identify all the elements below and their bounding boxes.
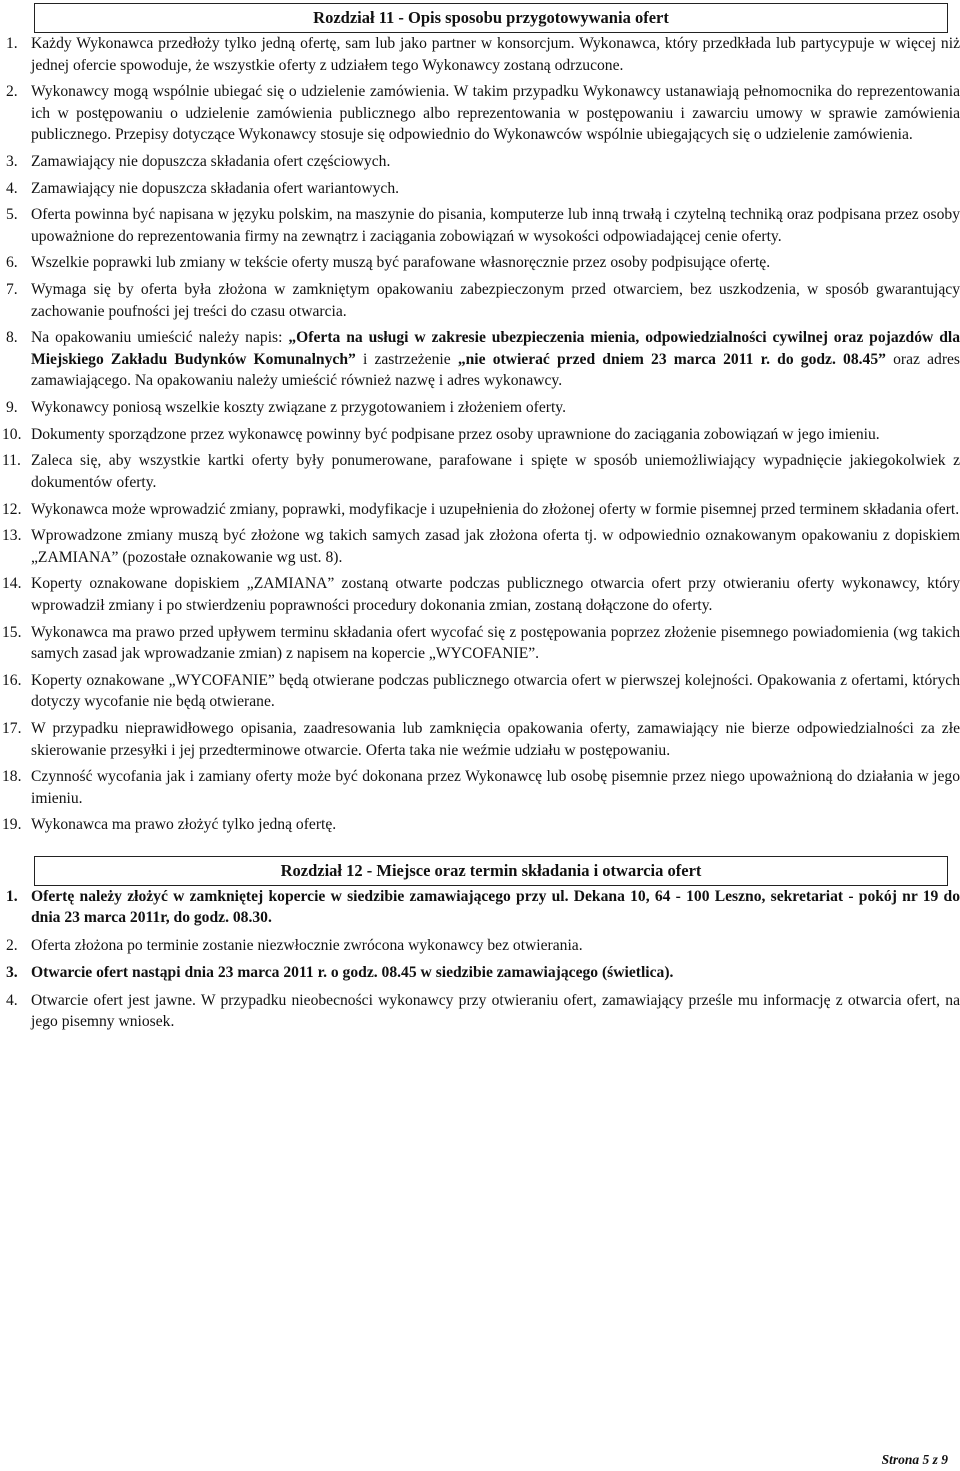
item-text: Wszelkie poprawki lub zmiany w tekście oferty muszą być parafowane własnoręcznie przez osoby podpisujące ofertę. [31, 254, 771, 272]
item-number: 4. [6, 991, 18, 1009]
list-item [0, 962, 960, 984]
list-item [0, 397, 960, 419]
item-text-lead: Na opakowaniu umieścić należy napis: [31, 329, 289, 347]
list-item [0, 279, 960, 322]
list-item [0, 814, 960, 836]
item-number: 14. [2, 575, 22, 593]
item-text: Wymaga się by oferta była złożona w zamkniętym opakowaniu zabezpieczonym przed otwarciem, bez uszkodzenia, w sposób gwarantujący zachowanie poufności jej treści do czasu otwarcia. [31, 281, 960, 320]
list-item [0, 252, 960, 274]
item-number: 7. [6, 281, 18, 299]
section-12-header: Rozdział 12 - Miejsce oraz termin składania i otwarcia ofert [34, 856, 948, 886]
envelope-label-text: „Oferta na usługi w zakresie ubezpieczenia mienia, odpowiedzialności cywilnej oraz pojazdów dla Miejskiego Zakładu Budynków Komunalnych” [31, 329, 960, 368]
list-item [0, 670, 960, 713]
list-item [0, 718, 960, 761]
item-number: 8. [6, 329, 18, 347]
item-text: Dokumenty sporządzone przez wykonawcę powinny być podpisane przez osoby uprawnione do zaciągania zobowiązań w jego imieniu. [31, 425, 880, 443]
item-text: Zaleca się, aby wszystkie kartki oferty były ponumerowane, parafowane i spięte w sposób uniemożliwiający wypadnięcie jakiegokolwiek z dokumentów oferty. [31, 452, 960, 491]
item-text-tail: oraz adres zamawiającego. Na opakowaniu należy umieścić również nazwę i adres wykonawcy. [31, 350, 960, 390]
list-item [0, 450, 960, 493]
item-number: 11. [2, 452, 21, 470]
list-item [0, 886, 960, 929]
list-item [0, 204, 960, 247]
item-text-mid: i zastrzeżenie [355, 350, 458, 368]
item-number: 2. [6, 83, 18, 101]
item-number: 1. [6, 35, 18, 52]
item-text: Koperty oznakowane „WYCOFANIE” będą otwierane podczas publicznego otwarcia ofert w pierwszej kolejności. Opakowania z ofertami, których dotyczy wycofanie nie będą otwierane. [31, 671, 960, 711]
item-text: Każdy Wykonawca przedłoży tylko jedną ofertę, sam lub jako partner w konsorcjum. Wykonawca, który przedkłada lub partycypuje w więcej niż jednej ofercie spowoduje, że wszystkie oferty z udziałem tego Wykonawcy zostaną odrzucone. [31, 35, 960, 74]
item-text: Zamawiający nie dopuszcza składania ofert wariantowych. [31, 179, 400, 197]
list-item [0, 622, 960, 665]
item-number: 15. [2, 623, 22, 641]
item-text: Wykonawca ma prawo przed upływem terminu składania ofert wycofać się z postępowania poprzez złożenie pisemnego powiadomienia (wg takich samych zasad jak wprowadzanie zmian) z napisem na kopercie „WYCOFANIE”. [31, 623, 960, 663]
item-text: Koperty oznakowane dopiskiem „ZAMIANA” zostaną otwarte podczas publicznego otwarcia ofert przy otwieraniu oferty wykonawcy, który wprowadził zmiany i po stwierdzeniu poprawności procedury dokonania zmian, zostaną dołączone do oferty. [31, 575, 960, 614]
item-text: Czynność wycofania jak i zamiany oferty może być dokonana przez Wykonawcę lub osobę pisemnie przez niego upoważnioną do działania w jego imieniu. [31, 768, 960, 807]
item-text: Wykonawca może wprowadzić zmiany, poprawki, modyfikacje i uzupełnienia do złożonej oferty w formie pisemnej przed terminem składania ofert. [31, 500, 960, 518]
item-number: 9. [6, 399, 18, 416]
list-item [0, 990, 960, 1033]
item-number: 4. [6, 179, 18, 197]
item-text: W przypadku nieprawidłowego opisania, zaadresowania lub zamknięcia opakowania oferty, zamawiający nie bierze odpowiedzialności za złe skierowanie przesyłki i jej przedterminowe otwarcie. Oferta taka nie weźmie udziału w postępowaniu. [31, 720, 960, 759]
item-text: Wprowadzone zmiany muszą być złożone wg takich samych zasad jak złożona oferta tj. w odpowiednio oznakowanym opakowaniu z dopiskiem „ZAMIANA” (pozostałe oznakowanie wg ust. 8). [31, 527, 960, 566]
list-item [0, 573, 960, 616]
list-item [0, 81, 960, 146]
list-item [0, 327, 960, 392]
item-text: Otwarcie ofert nastąpi dnia 23 marca 2011 r. o godz. 08.45 w siedzibie zamawiającego (świetlica). [31, 964, 674, 982]
page-number: Strona 5 z 9 [881, 1452, 948, 1467]
item-number: 16. [2, 671, 22, 689]
item-text: Otwarcie ofert jest jawne. W przypadku nieobecności wykonawcy przy otwieraniu ofert, zamawiający prześle mu informację z otwarcia ofert, na jego pisemny wniosek. [31, 991, 960, 1031]
item-number: 13. [2, 527, 22, 545]
item-text: Zamawiający nie dopuszcza składania ofert częściowych. [31, 152, 391, 170]
item-number: 19. [2, 816, 22, 834]
list-item [0, 766, 960, 809]
item-text: Wykonawcy poniosą wszelkie koszty związane z przygotowaniem i złożeniem oferty. [31, 399, 566, 416]
item-text: Oferta złożona po terminie zostanie niezwłocznie zwrócona wykonawcy bez otwierania. [31, 936, 583, 954]
item-number: 12. [2, 500, 22, 518]
item-text: Wykonawcy mogą wspólnie ubiegać się o udzielenie zamówienia. W takim przypadku Wykonawcy ustanawiają pełnomocnika do reprezentowania ich w postępowaniu o udzielenie zamówienia publicznego albo reprezentowania w postępowaniu i zawarciu umowy w sprawie zamówienia publicznego. Przepisy dotyczące Wykonawcy stosuje się odpowiednio do Wykonawców wspólnie ubiegających się o udzielenie zamówienia. [31, 83, 960, 144]
list-item [0, 499, 960, 521]
item-number: 3. [6, 964, 18, 982]
list-item [0, 151, 960, 173]
item-text: Ofertę należy złożyć w zamkniętej kopercie w siedzibie zamawiającego przy ul. Dekana 10, 64 - 100 Leszno, sekretariat - pokój nr 19 do dnia 23 marca 2011r, do godz. 08.30. [31, 887, 960, 927]
section-11-header: Rozdział 11 - Opis sposobu przygotowywania ofert [34, 3, 948, 33]
item-number: 5. [6, 206, 18, 224]
item-number: 10. [2, 425, 22, 443]
list-item [0, 525, 960, 568]
item-text: Oferta powinna być napisana w języku polskim, na maszynie do pisania, komputerze lub inną trwałą i czytelną techniką oraz podpisana przez osoby upoważnione do reprezentowania firmy na zewnątrz i zaciągania zobowiązań w wysokości odpowiadającej cenie oferty. [31, 206, 960, 245]
item-number: 1. [6, 887, 18, 905]
list-item [0, 935, 960, 957]
section-11-list [0, 33, 960, 836]
item-number: 18. [2, 768, 22, 786]
item-number: 2. [6, 936, 18, 954]
list-item [0, 424, 960, 446]
do-not-open-text: „nie otwierać przed dniem 23 marca 2011 r. do godz. 08.45” [457, 350, 886, 368]
item-number: 6. [6, 254, 18, 272]
list-item [0, 33, 960, 76]
item-text: Wykonawca ma prawo złożyć tylko jedną ofertę. [31, 816, 337, 834]
item-number: 3. [6, 152, 18, 170]
section-12-list [0, 886, 960, 1033]
list-item [0, 178, 960, 200]
item-number: 17. [2, 720, 22, 737]
